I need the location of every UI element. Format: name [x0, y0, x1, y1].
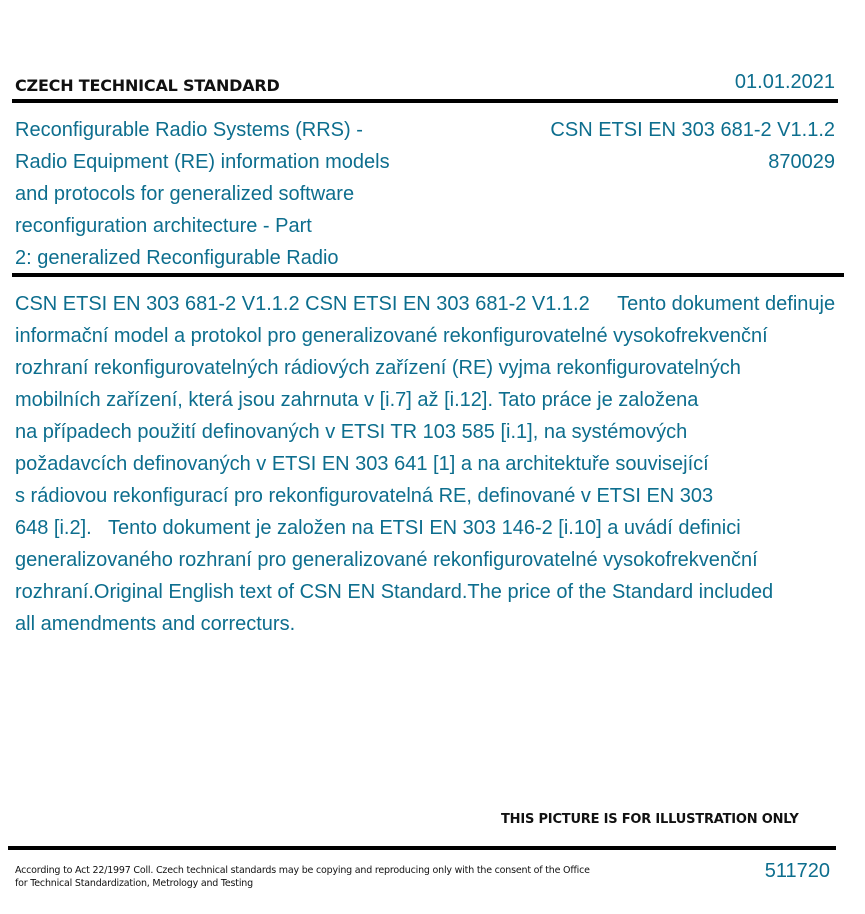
- publication-date: 01.01.2021: [734, 71, 835, 93]
- catalog-number: 870029: [768, 151, 835, 173]
- illustration-note: THIS PICTURE IS FOR ILLUSTRATION ONLY: [501, 812, 799, 827]
- title-line: Radio Equipment (RE) information models: [15, 151, 390, 173]
- abstract-line: CSN ETSI EN 303 681-2 V1.1.2 CSN ETSI EN 303 681-2 V1.1.2 Tento dokument definuje: [15, 293, 836, 315]
- legal-line: for Technical Standardization, Metrology and Testing: [15, 878, 253, 889]
- abstract-line: generalizovaného rozhraní pro generalizované rekonfigurovatelné vysokofrekvenční: [15, 549, 758, 571]
- abstract-line: na případech použití definovaných v ETSI TR 103 585 [i.1], na systémových: [15, 421, 688, 443]
- abstract-line: rozhraní.Original English text of CSN EN Standard.The price of the Standard included: [15, 581, 774, 603]
- title-line: Reconfigurable Radio Systems (RRS) -: [15, 119, 363, 141]
- abstract-line: 648 [i.2]. Tento dokument je založen na ETSI EN 303 146-2 [i.10] a uvádí definici: [15, 517, 741, 539]
- footer-number: 511720: [764, 860, 830, 882]
- standard-code: CSN ETSI EN 303 681-2 V1.1.2: [550, 119, 835, 141]
- header-divider: [12, 99, 838, 103]
- footer-divider: [8, 846, 836, 850]
- document-type-label: CZECH TECHNICAL STANDARD: [15, 76, 280, 95]
- abstract-line: rozhraní rekonfigurovatelných rádiových zařízení (RE) vyjma rekonfigurovatelných: [15, 357, 741, 379]
- title-line: and protocols for generalized software: [15, 183, 355, 205]
- title-line: 2: generalized Reconfigurable Radio: [15, 247, 339, 269]
- abstract-line: s rádiovou rekonfigurací pro rekonfigurovatelná RE, definované v ETSI EN 303: [15, 485, 714, 507]
- legal-line: According to Act 22/1997 Coll. Czech technical standards may be copying and reproducing only with the consent of the Office: [15, 865, 590, 876]
- abstract-line: all amendments and correcturs.: [15, 613, 296, 635]
- standard-designation: [550, 114, 835, 178]
- abstract-line: požadavcích definovaných v ETSI EN 303 641 [1] a na architektuře související: [15, 453, 709, 475]
- abstract-line: mobilních zařízení, která jsou zahrnuta v [i.7] až [i.12]. Tato práce je založena: [15, 389, 699, 411]
- title-line: reconfiguration architecture - Part: [15, 215, 312, 237]
- legal-notice: [15, 864, 590, 890]
- abstract-text: [15, 288, 835, 640]
- title-divider: [12, 273, 844, 277]
- standard-title: [15, 114, 435, 274]
- abstract-line: informační model a protokol pro generalizované rekonfigurovatelné vysokofrekvenční: [15, 325, 768, 347]
